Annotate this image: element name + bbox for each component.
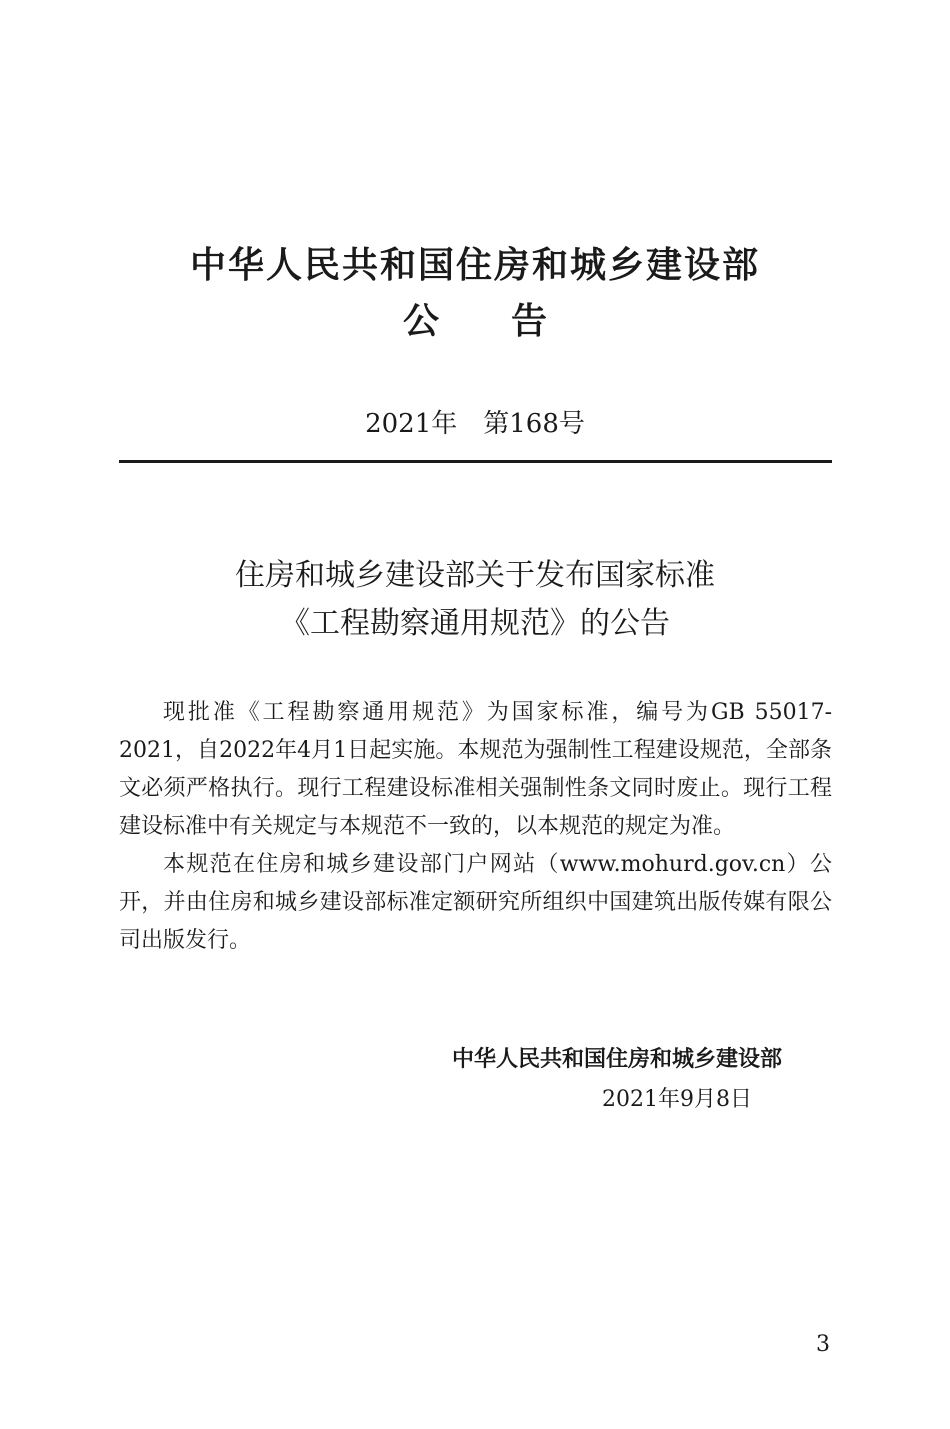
issue-date: 2021年9月8日 bbox=[602, 1087, 752, 1112]
body-paragraph-1: 现批准《工程勘察通用规范》为国家标准，编号为GB 55017-2021，自2022年4月1日起实施。本规范为强制性工程建设规范，全部条文必须严格执行。现行工程建设标准相关强制性条文同时废止。现行工程建设标准中有关规定与本规范不一致的，以本规范的规定为准。 bbox=[119, 700, 832, 839]
body-paragraph-2: 本规范在住房和城乡建设部门户网站（www.mohurd.gov.cn）公开，并由住房和城乡建设部标准定额研究所组织中国建筑出版传媒有限公司出版发行。 bbox=[119, 852, 832, 953]
document-type-char-1: 公 bbox=[402, 301, 439, 342]
notice-title-line-1: 住房和城乡建设部关于发布国家标准 bbox=[235, 558, 715, 593]
document-number bbox=[0, 404, 950, 444]
notice-body bbox=[119, 694, 832, 960]
notice-title-line-2: 《工程勘察通用规范》的公告 bbox=[280, 606, 670, 641]
page-number: 3 bbox=[816, 1332, 830, 1357]
signatory: 中华人民共和国住房和城乡建设部 bbox=[451, 1047, 782, 1072]
notice-title bbox=[0, 552, 950, 648]
document-type bbox=[0, 296, 950, 348]
document-serial: 第168号 bbox=[483, 409, 585, 439]
document-type-char-2: 告 bbox=[511, 301, 548, 342]
document-year: 2021年 bbox=[365, 409, 458, 439]
header-divider bbox=[119, 460, 832, 463]
issuer-title: 中华人民共和国住房和城乡建设部 bbox=[189, 245, 760, 286]
